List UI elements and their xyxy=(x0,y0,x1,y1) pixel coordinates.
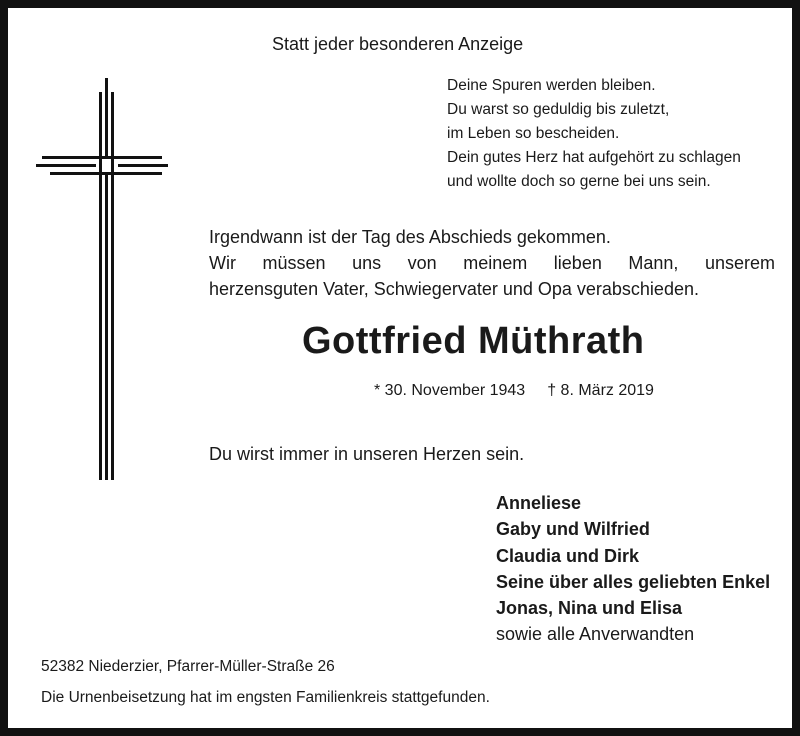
poem-line: und wollte doch so gerne bei uns sein. xyxy=(447,173,711,190)
life-dates xyxy=(374,382,654,400)
intro-line: Irgendwann ist der Tag des Abschieds gekommen. xyxy=(209,227,611,247)
death-date: † 8. März 2019 xyxy=(547,382,654,399)
family-member: Claudia und Dirk xyxy=(496,545,640,566)
family-signatures xyxy=(496,490,770,648)
poem xyxy=(447,74,741,194)
family-member: Anneliese xyxy=(496,493,582,513)
poem-line: Du warst so geduldig bis zuletzt, xyxy=(447,101,670,118)
notice-header: Statt jeder besonderen Anzeige xyxy=(272,34,524,54)
poem-line: Deine Spuren werden bleiben. xyxy=(447,77,656,94)
family-member: Jonas, Nina und Elisa xyxy=(496,598,683,619)
poem-line: Dein gutes Herz hat aufgehört zu schlagen xyxy=(447,149,741,166)
birth-date: * 30. November 1943 xyxy=(374,382,526,399)
burial-note: Die Urnenbeisetzung hat im engsten Familienkreis stattgefunden. xyxy=(41,689,490,706)
cross-icon xyxy=(36,78,176,480)
poem-line: im Leben so bescheiden. xyxy=(447,125,620,142)
family-member: Gaby und Wilfried xyxy=(496,519,650,540)
relatives-line: sowie alle Anverwandten xyxy=(496,624,695,645)
farewell-text: Du wirst immer in unseren Herzen sein. xyxy=(209,444,525,464)
family-member: Seine über alles geliebten Enkel xyxy=(496,571,771,592)
intro-line: herzensguten Vater, Schwiegervater und Opa verabschieden. xyxy=(209,279,699,299)
family-address: 52382 Niederzier, Pfarrer-Müller-Straße 26 xyxy=(41,658,335,675)
intro-text xyxy=(209,224,775,302)
deceased-name: Gottfried Müthrath xyxy=(302,320,645,362)
intro-line: Wir müssen uns von meinem lieben Mann, unserem xyxy=(209,253,775,273)
